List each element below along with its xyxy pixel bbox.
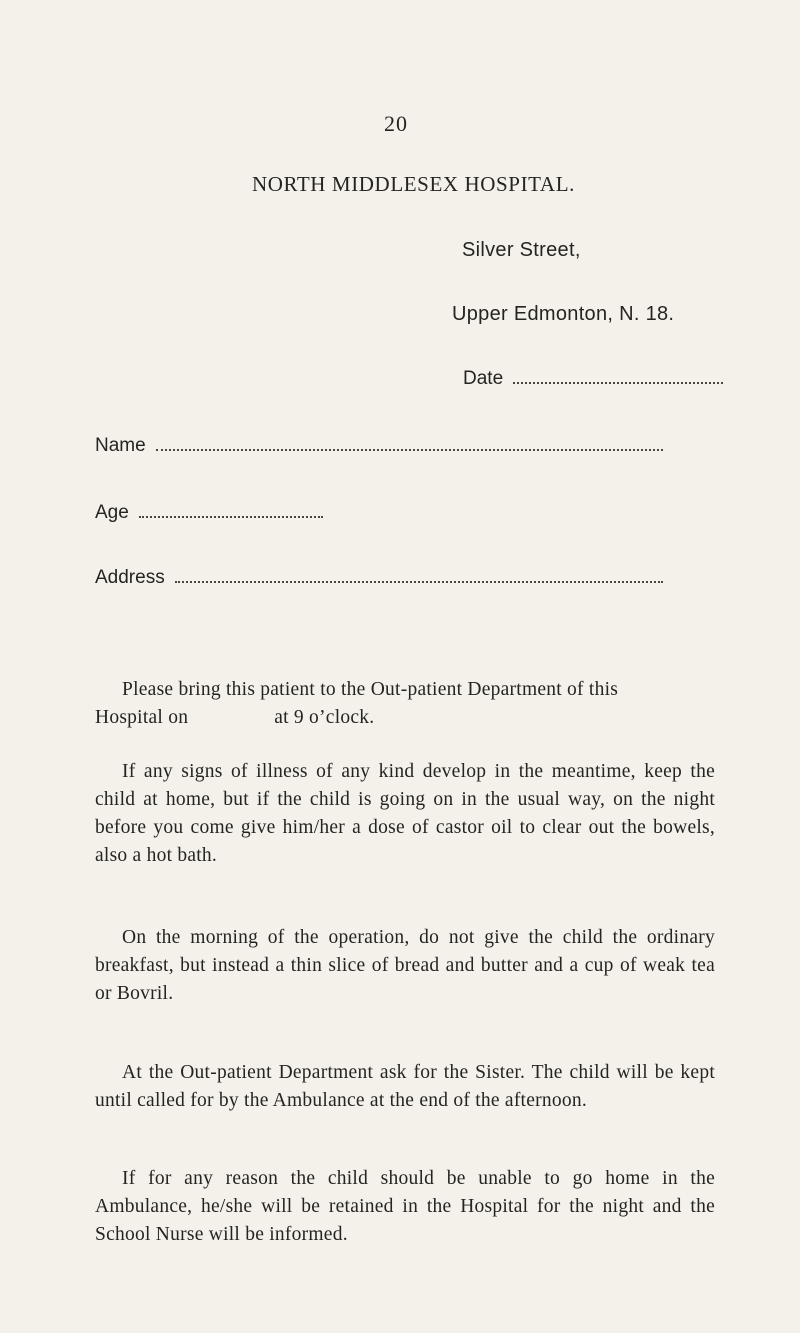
appointment-time: at 9 o’clock. [274,707,375,728]
district-address: Upper Edmonton, N. 18. [452,303,675,325]
age-dotted-line [139,502,323,518]
appointment-line-2 [95,704,715,732]
name-dotted-line [156,435,663,451]
age-label: Age [95,502,129,523]
appointment-hospital-on: Hospital on [95,707,189,728]
name-label: Name [95,435,146,456]
age-field[interactable] [95,502,323,524]
date-field[interactable] [463,368,723,390]
address-label: Address [95,567,165,588]
morning-paragraph: On the morning of the operation, do not give the child the ordinary breakfast, but instead a thin slice of bread and butter and a cup of weak tea or Bovril. [95,927,715,1004]
date-label: Date [463,368,504,389]
date-dotted-line [513,368,723,384]
appointment-paragraph [95,676,715,732]
illness-paragraph: If any signs of illness of any kind develop in the meantime, keep the child at home, but if the child is going on in the usual way, on the night before you come give him/her a dose of castor oil to clear out the bowels, also a hot bath. [95,761,715,866]
appointment-line-1: Please bring this patient to the Out-patient Department of this [122,679,619,700]
address-dotted-line [175,567,663,583]
retained-paragraph: If for any reason the child should be unable to go home in the Ambulance, he/she will be retained in the Hospital for the night and the School Nurse will be informed. [95,1168,715,1245]
sister-paragraph: At the Out-patient Department ask for the Sister. The child will be kept until called for by the Ambulance at the end of the afternoon. [95,1062,715,1111]
hospital-title: NORTH MIDDLESEX HOSPITAL. [252,172,575,196]
street-address: Silver Street, [462,239,581,261]
page-number: 20 [384,111,408,136]
address-field[interactable] [95,567,663,589]
name-field[interactable] [95,435,663,457]
